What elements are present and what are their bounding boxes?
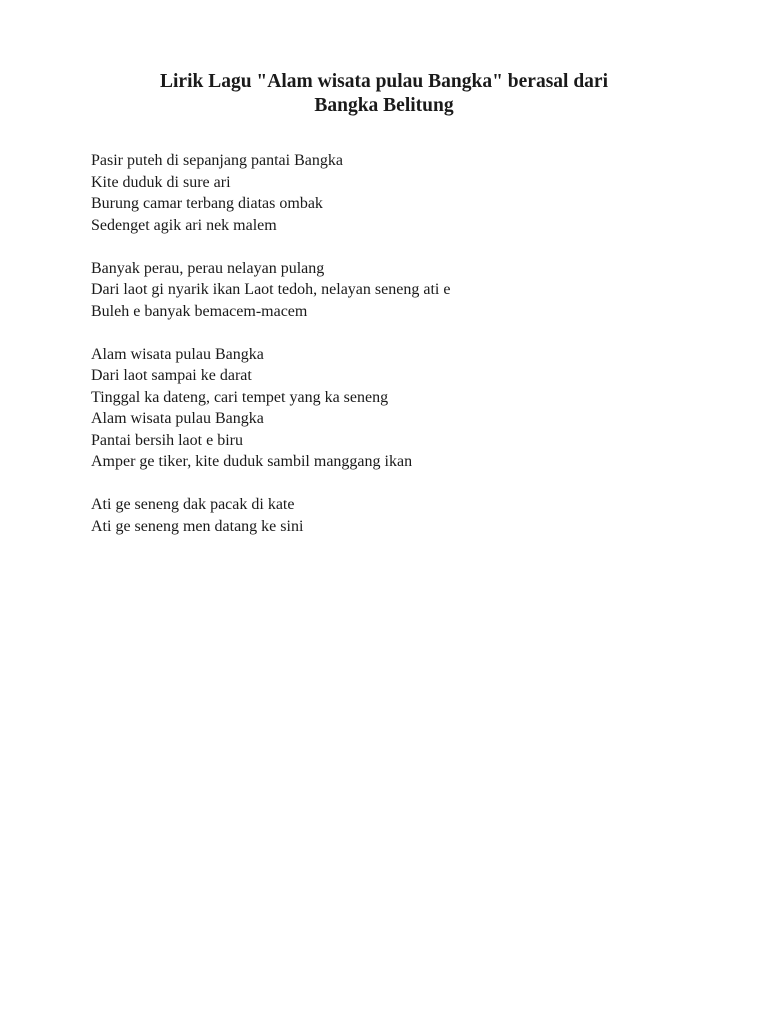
lyric-line: Pantai bersih laot e biru	[91, 431, 243, 449]
lyric-line: Banyak perau, perau nelayan pulang	[91, 259, 325, 277]
lyric-line: Dari laot sampai ke darat	[91, 367, 252, 384]
stanza	[91, 494, 711, 537]
lyric-line: Pasir puteh di sepanjang pantai Bangka	[91, 152, 343, 169]
lyric-line: Kite duduk di sure ari	[91, 173, 231, 191]
lyric-line: Burung camar terbang diatas ombak	[91, 195, 323, 212]
lyric-line: Amper ge tiker, kite duduk sambil manggang ikan	[91, 453, 413, 470]
lyric-line: Ati ge seneng men datang ke sini	[91, 517, 304, 535]
stanza	[91, 344, 711, 473]
lyric-line: Buleh e banyak bemacem-macem	[91, 302, 308, 320]
lyric-line: Alam wisata pulau Bangka	[91, 345, 264, 363]
lyric-line: Sedenget agik ari nek malem	[91, 216, 277, 234]
stanza	[91, 258, 711, 323]
lyric-line: Alam wisata pulau Bangka	[91, 410, 264, 427]
lyric-line: Ati ge seneng dak pacak di kate	[91, 496, 295, 513]
document-title	[60, 70, 708, 118]
lyric-line: Tinggal ka dateng, cari tempet yang ka seneng	[91, 388, 389, 406]
lyrics-body	[91, 150, 711, 559]
title-line: Bangka Belitung	[314, 95, 454, 116]
title-line: Lirik Lagu "Alam wisata pulau Bangka" berasal dari	[159, 71, 609, 92]
lyric-line: Dari laot gi nyarik ikan Laot tedoh, nelayan seneng ati e	[91, 281, 451, 298]
stanza	[91, 150, 711, 236]
